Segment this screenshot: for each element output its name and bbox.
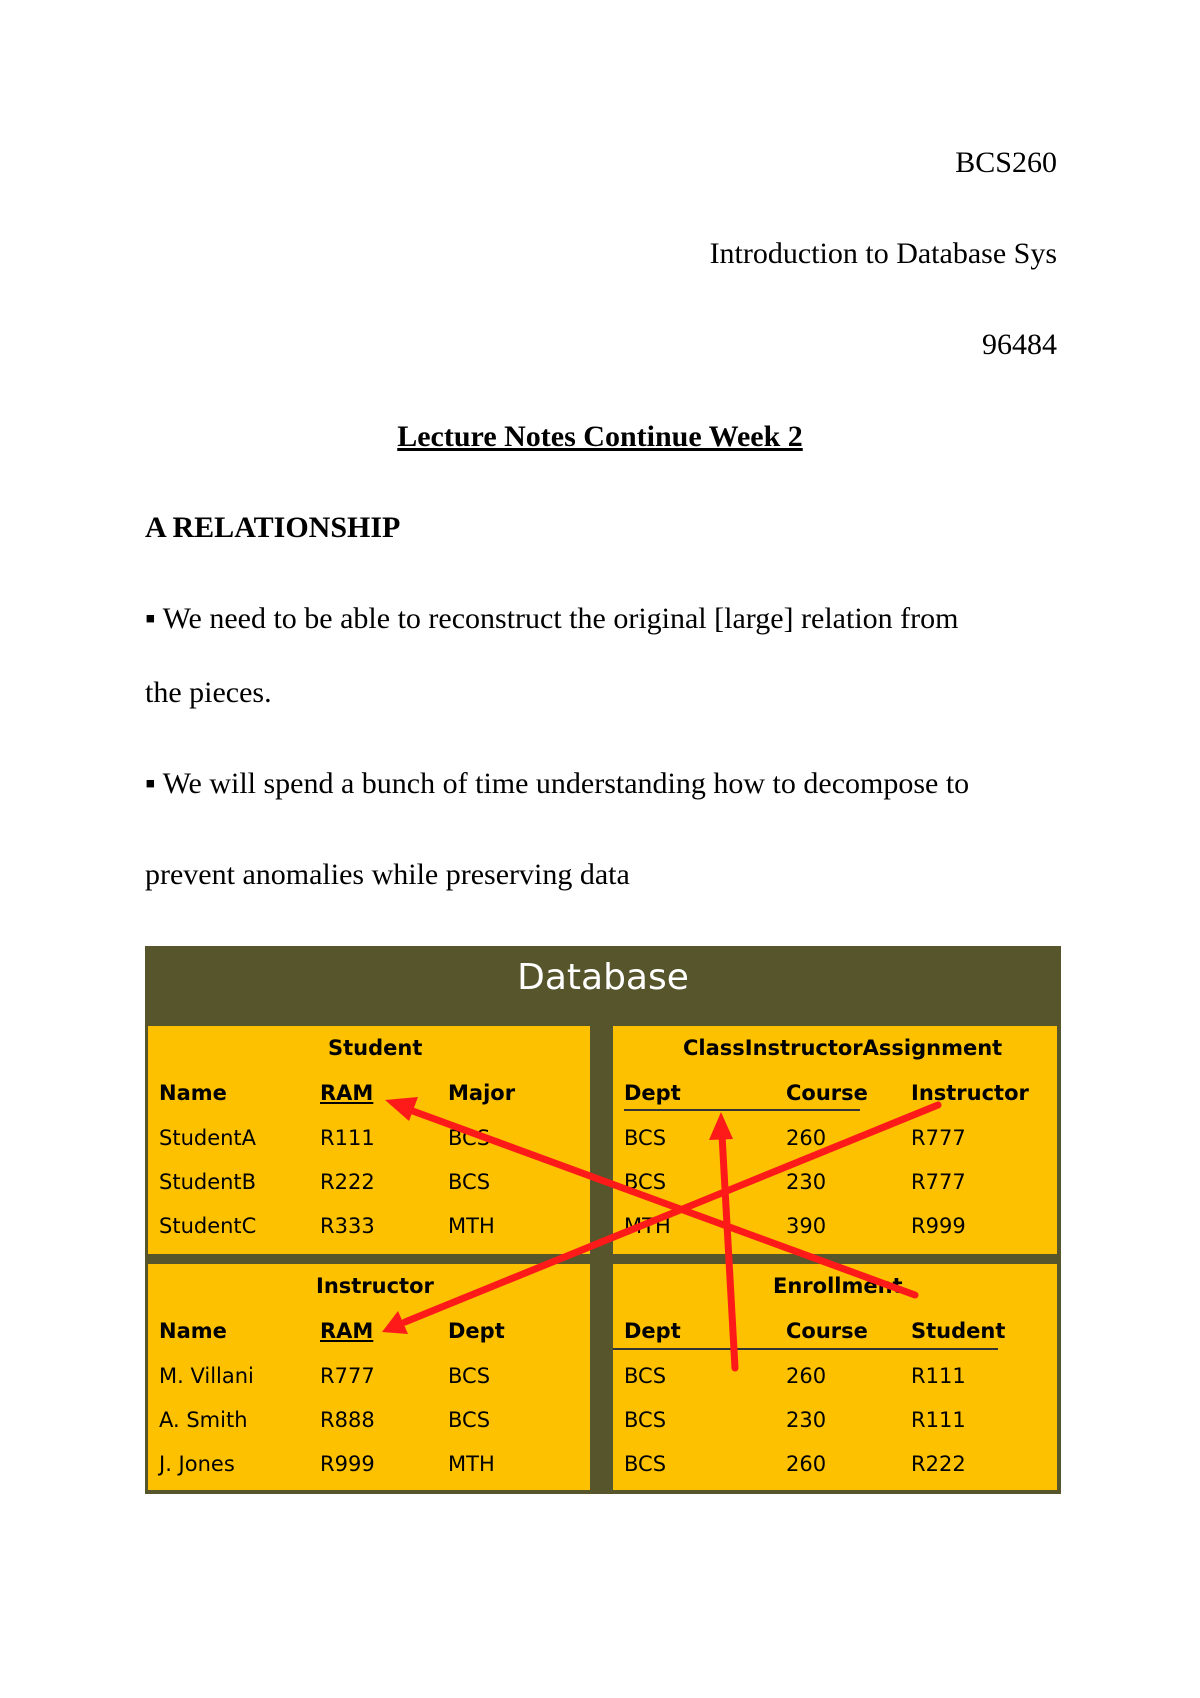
table-cell: 230 [786,1170,827,1194]
column-header: RAM [320,1081,374,1105]
table-cell: MTH [624,1214,671,1238]
section-heading: A RELATIONSHIP [145,511,401,544]
column-header: Name [159,1319,227,1343]
column-header: Dept [624,1319,681,1343]
table-cell: M. Villani [159,1364,254,1388]
column-header: Dept [448,1319,505,1343]
table-instructor [148,1264,590,1490]
table-cell: BCS [448,1126,491,1150]
table-cell: BCS [624,1126,667,1150]
table-cell: R111 [911,1408,966,1432]
table-cell: BCS [624,1452,667,1476]
table-cell: R777 [911,1126,966,1150]
table-cell: BCS [624,1364,667,1388]
column-header: Course [786,1081,868,1105]
table-cell: R999 [911,1214,966,1238]
table-student [148,1026,590,1254]
table-title: ClassInstructorAssignment [683,1036,1003,1060]
table-cell: BCS [624,1170,667,1194]
table-cell: R777 [320,1364,375,1388]
table-cell: R333 [320,1214,375,1238]
table-cell: J. Jones [159,1452,235,1476]
student-id: 96484 [982,328,1057,361]
paragraph-line: the pieces. [145,676,272,709]
header-underline [613,1348,998,1350]
table-cell: StudentB [159,1170,257,1194]
table-cell: R888 [320,1408,375,1432]
database-figure [145,946,1061,1494]
table-cell: R222 [320,1170,375,1194]
table-class-instructor-assignment [613,1026,1057,1254]
table-cell: R222 [911,1452,966,1476]
table-cell: 260 [786,1126,827,1150]
paragraph-line: ▪ We will spend a bunch of time understanding how to decompose to [145,767,970,800]
table-cell: R111 [320,1126,375,1150]
table-enrollment [613,1264,1057,1490]
table-cell: A. Smith [159,1408,248,1432]
table-cell: BCS [448,1364,491,1388]
column-header: Dept [624,1081,681,1105]
table-cell: MTH [448,1214,495,1238]
table-cell: MTH [448,1452,495,1476]
course-code: BCS260 [955,146,1057,179]
table-cell: 390 [786,1214,827,1238]
database-title: Database [517,957,689,998]
column-header: Name [159,1081,227,1105]
column-header: Instructor [911,1081,1029,1105]
table-title: Enrollment [773,1274,903,1298]
column-header: RAM [320,1319,374,1343]
table-title: Instructor [316,1274,434,1298]
column-header: Course [786,1319,868,1343]
table-cell: StudentC [159,1214,257,1238]
table-cell: 260 [786,1452,827,1476]
column-header: Major [448,1081,516,1105]
column-header: Student [911,1319,1006,1343]
table-cell: R999 [320,1452,375,1476]
table-cell: BCS [448,1170,491,1194]
table-cell: 230 [786,1408,827,1432]
table-cell: BCS [624,1408,667,1432]
table-cell: StudentA [159,1126,257,1150]
table-cell: R111 [911,1364,966,1388]
paragraph-line: prevent anomalies while preserving data [145,858,630,891]
paragraph-line: ▪ We need to be able to reconstruct the original [large] relation from [145,602,959,635]
table-cell: BCS [448,1408,491,1432]
table-title: Student [328,1036,423,1060]
course-name: Introduction to Database Sys [709,237,1057,270]
page-title: Lecture Notes Continue Week 2 [397,420,803,453]
table-cell: 260 [786,1364,827,1388]
table-cell: R777 [911,1170,966,1194]
header-underline [624,1109,860,1111]
